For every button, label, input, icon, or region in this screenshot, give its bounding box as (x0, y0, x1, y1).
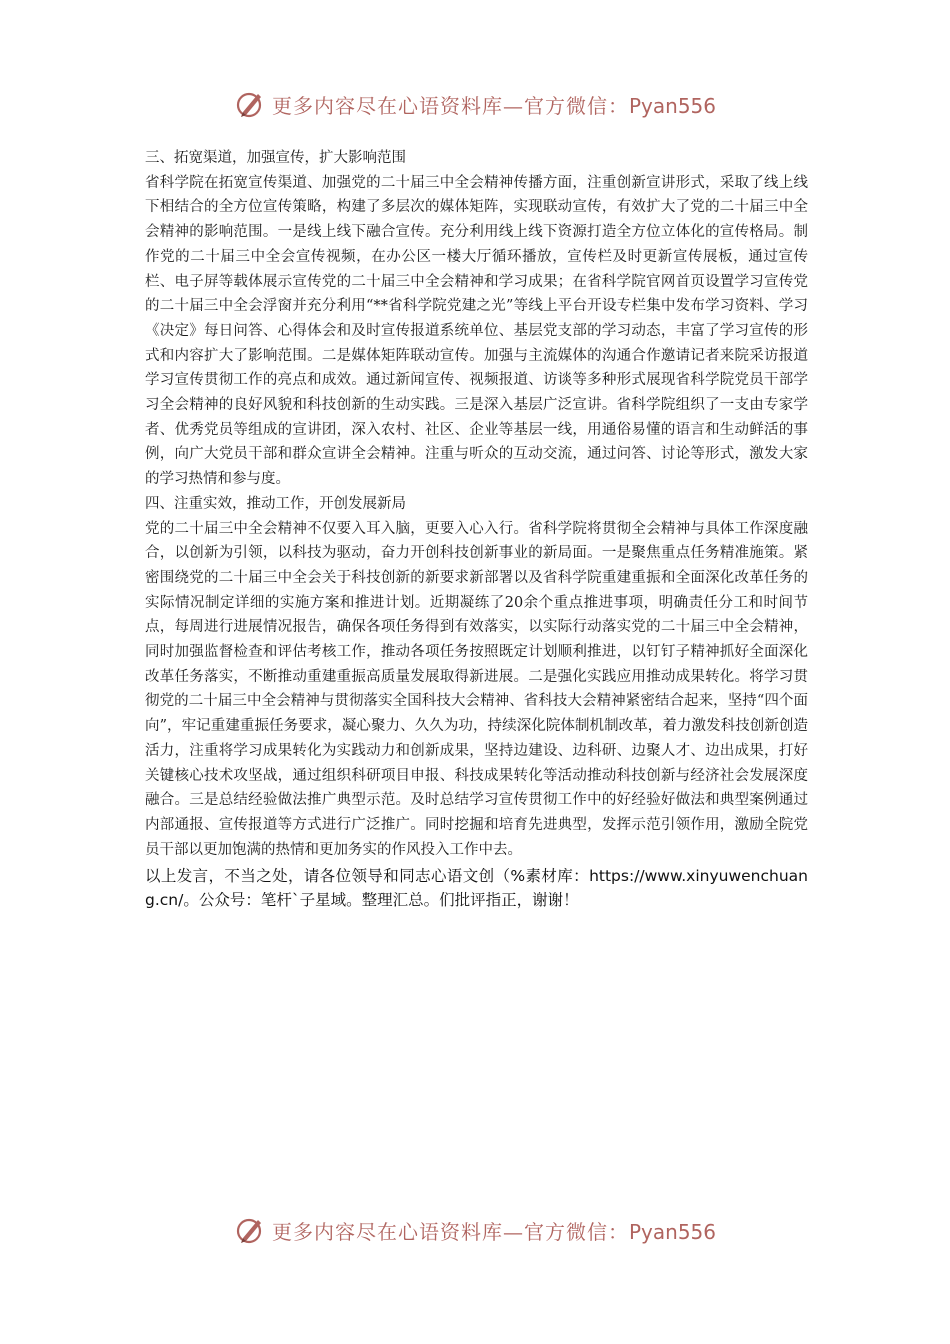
watermark-text: 更多内容尽在心语资料库—官方微信：Pyan556 (271, 1219, 716, 1244)
section-4-heading: 四、注重实效，推动工作，开创发展新局 (145, 495, 406, 512)
pen-logo-icon (234, 88, 266, 120)
pen-logo-icon (234, 1214, 266, 1246)
header-watermark-banner (0, 84, 950, 124)
footer-watermark-banner (0, 1210, 950, 1250)
section-4-paragraph: 党的二十届三中全会精神不仅要入耳入脑，更要入心入行。省科学院将贯彻全会精神与具体工作深度融合，以创新为引领，以科技为驱动，奋力开创科技创新事业的新局面。一是聚焦重点任务精准施策。紧密围绕党的二十届三中全会关于科技创新的新要求新部署以及省科学院重建重振和全面深化改革任务的实际情况制定详细的实施方案和推进计划。近期凝练了20余个重点推进事项，明确责任分工和时间节点，每周进行进展情况报告，确保各项任务得到有效落实，以实际行动落实党的二十届三中全会精神，同时加强监督检查和评估考核工作，推动各项任务按照既定计划顺利推进，以钉钉子精神抓好全面深化改革任务落实，不断推动重建重振高质量发展取得新进展。二是强化实践应用推动成果转化。将学习贯彻党的二十届三中全会精神与贯彻落实全国科技大会精神、省科技大会精神紧密结合起来，坚持“四个面向”，牢记重建重振任务要求，凝心聚力、久久为功，持续深化院体制机制改革，着力激发科技创新创造活力，注重将学习成果转化为实践动力和创新成果，坚持边建设、边科研、边聚人才、边出成果，打好关键核心技术攻坚战，通过组织科研项目申报、科技成果转化等活动推动科技创新与经济社会发展深度融合。三是总结经验做法推广典型示范。及时总结学习宣传贯彻工作中的好经验好做法和典型案例通过内部通报、宣传报道等方式进行广泛推广。同时挖掘和培育先进典型，发挥示范引领作用，激励全院党员干部以更加饱满的热情和更加务实的作风投入工作中去。 (145, 520, 808, 858)
document-body (145, 146, 808, 912)
closing-remarks: 以上发言，不当之处，请各位领导和同志心语文创（%素材库：https://www.xinyuwenchuang.cn/。公众号：笔杆`子星域。整理汇总。们批评指正，谢谢！ (145, 867, 808, 910)
section-3-paragraph: 省科学院在拓宽宣传渠道、加强党的二十届三中全会精神传播方面，注重创新宣讲形式，采取了线上线下相结合的全方位宣传策略，构建了多层次的媒体矩阵，实现联动宣传，有效扩大了党的二十届三中全会精神的影响范围。一是线上线下融合宣传。充分利用线上线下资源打造全方位立体化的宣传格局。制作党的二十届三中全会宣传视频，在办公区一楼大厅循环播放，宣传栏及时更新宣传展板，通过宣传栏、电子屏等载体展示宣传党的二十届三中全会精神和学习成果；在省科学院官网首页设置学习宣传党的二十届三中全会浮窗并充分利用“**省科学院党建之光”等线上平台开设专栏集中发布学习资料、学习《决定》每日问答、心得体会和及时宣传报道系统单位、基层党支部的学习动态，丰富了学习宣传的形式和内容扩大了影响范围。二是媒体矩阵联动宣传。加强与主流媒体的沟通合作邀请记者来院采访报道学习宣传贯彻工作的亮点和成效。通过新闻宣传、视频报道、访谈等多种形式展现省科学院党员干部学习全会精神的良好风貌和科技创新的生动实践。三是深入基层广泛宣讲。省科学院组织了一支由专家学者、优秀党员等组成的宣讲团，深入农村、社区、企业等基层一线，用通俗易懂的语言和生动鲜活的事例，向广大党员干部和群众宣讲全会精神。注重与听众的互动交流，通过问答、讨论等形式，激发大家的学习热情和参与度。 (145, 174, 808, 488)
watermark-text: 更多内容尽在心语资料库—官方微信：Pyan556 (271, 93, 716, 118)
section-3-heading: 三、拓宽渠道，加强宣传，扩大影响范围 (145, 150, 406, 166)
